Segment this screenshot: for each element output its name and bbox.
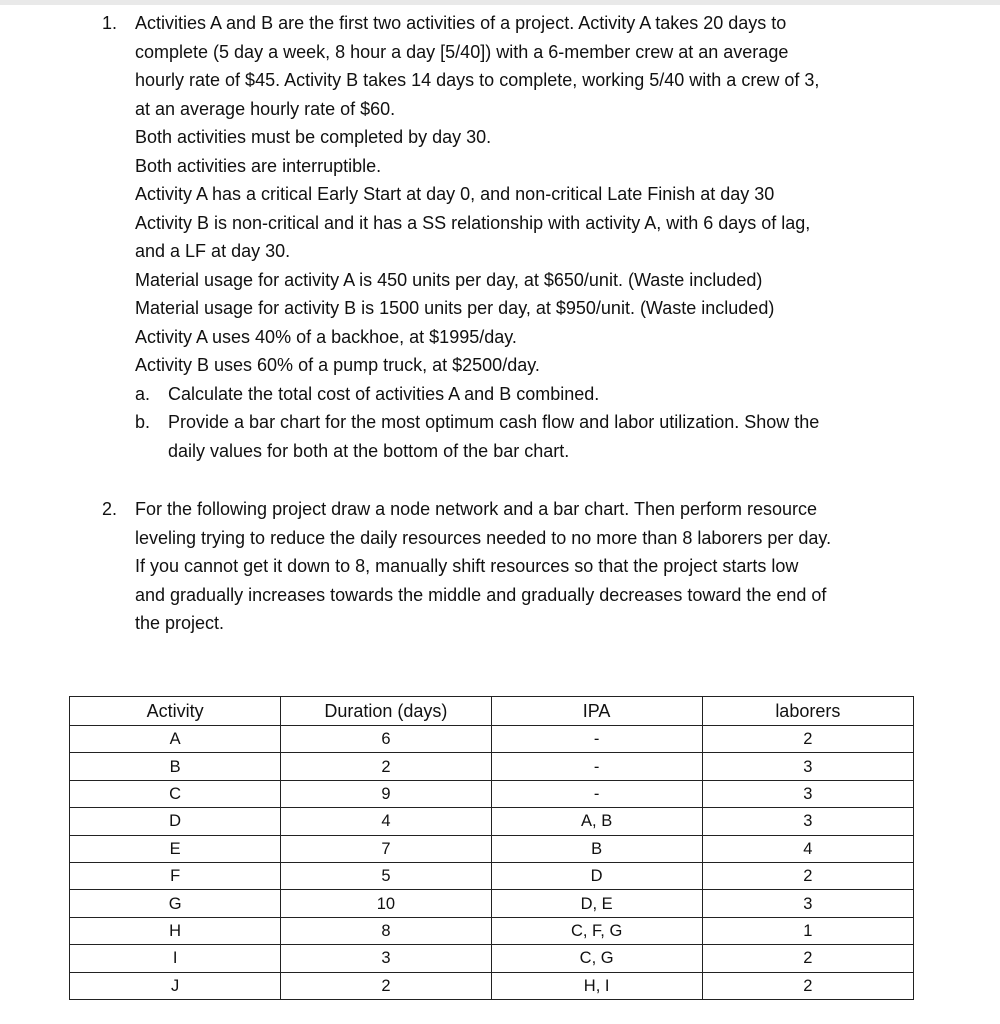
top-border (0, 0, 1000, 5)
cell-duration: 7 (281, 835, 491, 862)
cell-laborers: 3 (702, 753, 913, 780)
cell-ipa: A, B (491, 808, 702, 835)
cell-activity: E (70, 835, 281, 862)
subquestion-b (135, 408, 982, 465)
subquestion-a-label: a. (135, 383, 151, 404)
cell-duration: 5 (281, 862, 491, 889)
cell-duration: 2 (281, 972, 491, 999)
q1-line: Material usage for activity B is 1500 units per day, at $950/unit. (Waste included) (135, 298, 775, 318)
table-row (70, 780, 914, 807)
subquestion-b-text: daily values for both at the bottom of the bar chart. (168, 440, 570, 461)
cell-ipa: H, I (491, 972, 702, 999)
cell-duration: 9 (281, 780, 491, 807)
q1-line: Activity A uses 40% of a backhoe, at $1995/day. (135, 326, 517, 347)
cell-laborers: 3 (702, 780, 913, 807)
cell-activity: G (70, 890, 281, 917)
cell-laborers: 3 (702, 808, 913, 835)
cell-laborers: 2 (702, 945, 913, 972)
q2-line: and gradually increases towards the middle and gradually decreases toward the end of (135, 584, 827, 605)
cell-activity: H (70, 917, 281, 944)
subquestion-a-text: Calculate the total cost of activities A and B combined. (168, 383, 600, 404)
subquestion-b-text: Provide a bar chart for the most optimum cash flow and labor utilization. Show the (168, 412, 820, 432)
cell-activity: I (70, 945, 281, 972)
cell-laborers: 4 (702, 835, 913, 862)
cell-ipa: D (491, 862, 702, 889)
table-row (70, 753, 914, 780)
q2-line: For the following project draw a node network and a bar chart. Then perform resource (135, 499, 818, 519)
cell-laborers: 3 (702, 890, 913, 917)
cell-activity: F (70, 862, 281, 889)
table-row (70, 862, 914, 889)
q2-line: the project. (135, 613, 225, 633)
question-1-number: 1. (102, 13, 118, 33)
header-laborers: laborers (702, 697, 913, 726)
activity-table (69, 696, 914, 1000)
cell-activity: A (70, 726, 281, 753)
q1-line: complete (5 day a week, 8 hour a day [5/40]) with a 6-member crew at an average (135, 41, 789, 62)
subquestion-a (135, 380, 982, 409)
cell-ipa: - (491, 780, 702, 807)
q1-line: Activity A has a critical Early Start at day 0, and non-critical Late Finish at day 30 (135, 184, 775, 204)
question-1 (102, 9, 982, 465)
q1-line: and a LF at day 30. (135, 241, 291, 261)
cell-ipa: D, E (491, 890, 702, 917)
cell-ipa: B (491, 835, 702, 862)
subquestion-b-label: b. (135, 412, 151, 432)
cell-laborers: 2 (702, 972, 913, 999)
cell-ipa: - (491, 726, 702, 753)
cell-ipa: - (491, 753, 702, 780)
table-header-row (70, 697, 914, 726)
cell-laborers: 1 (702, 917, 913, 944)
q1-line: Both activities must be completed by day 30. (135, 127, 492, 147)
cell-duration: 2 (281, 753, 491, 780)
table-row (70, 972, 914, 999)
cell-activity: D (70, 808, 281, 835)
cell-ipa: C, F, G (491, 917, 702, 944)
table-row (70, 726, 914, 753)
cell-duration: 6 (281, 726, 491, 753)
q2-line: leveling trying to reduce the daily resources needed to no more than 8 laborers per day. (135, 527, 832, 548)
q1-line: Material usage for activity A is 450 units per day, at $650/unit. (Waste included) (135, 269, 763, 290)
question-2-number: 2. (102, 499, 118, 519)
q2-line: If you cannot get it down to 8, manually shift resources so that the project starts low (135, 556, 799, 576)
q1-line: Activity B is non-critical and it has a SS relationship with activity A, with 6 days of lag, (135, 212, 811, 233)
cell-ipa: C, G (491, 945, 702, 972)
table-row (70, 945, 914, 972)
header-activity: Activity (70, 697, 281, 726)
cell-activity: B (70, 753, 281, 780)
header-duration: Duration (days) (281, 697, 491, 726)
cell-activity: J (70, 972, 281, 999)
q1-line: Activity B uses 60% of a pump truck, at $2500/day. (135, 355, 540, 375)
table-row (70, 835, 914, 862)
table-row (70, 808, 914, 835)
cell-duration: 3 (281, 945, 491, 972)
cell-duration: 10 (281, 890, 491, 917)
cell-laborers: 2 (702, 726, 913, 753)
header-ipa: IPA (491, 697, 702, 726)
table-row (70, 917, 914, 944)
q1-line: Both activities are interruptible. (135, 155, 382, 176)
cell-duration: 4 (281, 808, 491, 835)
table-row (70, 890, 914, 917)
q1-line: hourly rate of $45. Activity B takes 14 days to complete, working 5/40 with a crew of 3, (135, 70, 820, 90)
cell-duration: 8 (281, 917, 491, 944)
q1-line: Activities A and B are the first two activities of a project. Activity A takes 20 days to (135, 13, 787, 33)
question-2 (102, 495, 982, 638)
cell-activity: C (70, 780, 281, 807)
q1-line: at an average hourly rate of $60. (135, 98, 396, 119)
cell-laborers: 2 (702, 862, 913, 889)
